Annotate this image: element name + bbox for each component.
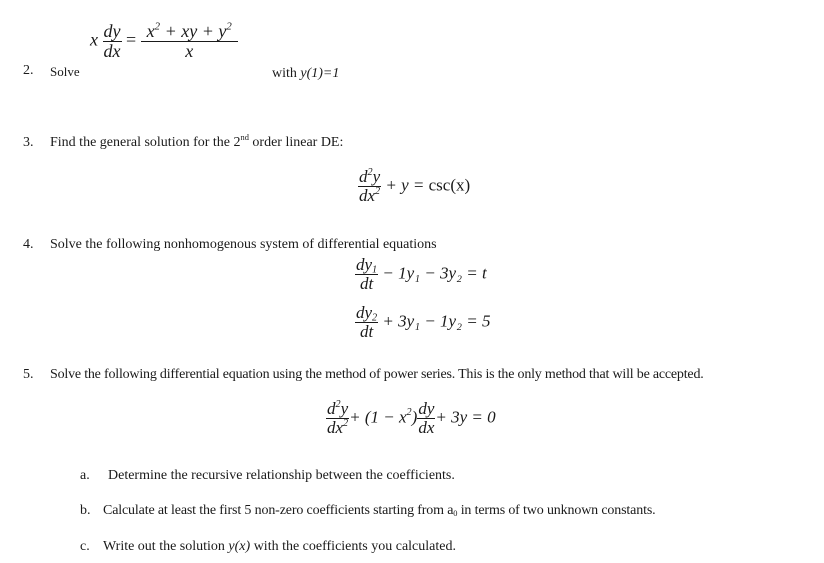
subpart-label: a. <box>80 468 90 483</box>
equation-3: $\frac{d^2y}{dx^2}$ + y = csc(x) <box>359 166 471 205</box>
problem-prompt: Find the general solution for the 2nd order linear DE: <box>50 133 344 150</box>
problem-prompt: Solve <box>50 64 80 79</box>
eq-equals: = <box>126 29 137 50</box>
fraction-d2y-dx2: $\frac{d^2y}{dx^2}$ <box>359 166 381 205</box>
subpart-text: Determine the recursive relationship between the coefficients. <box>108 468 455 483</box>
equation-4b: $\frac{dy_2}{dt}$ + 3y₁ − 1y₂ = 5 <box>356 303 491 341</box>
problem-number: 2. <box>23 63 34 78</box>
problem-prompt: Solve the following differential equation using the method of power series. This is the only method that will be accepted. <box>50 367 704 382</box>
fraction-dy-dx: $\frac{dy}{dx}$ <box>103 21 121 61</box>
problem-prompt: Solve the following nonhomogenous system of differential equations <box>50 237 437 252</box>
subpart-text: Write out the solution y(x) with the coefficients you calculated. <box>103 539 456 554</box>
subpart-label: c. <box>80 539 90 554</box>
subpart-label: b. <box>80 503 91 518</box>
problem-number: 4. <box>23 237 34 252</box>
equation-2 <box>90 22 238 61</box>
equation-5: $\frac{d^2y}{dx^2}$ + $(1 - x^2)$ $\frac{dy}{dx}$ + 3y = 0 <box>327 398 496 437</box>
equation-4a: $\frac{dy_1}{dt}$ − 1y₁ − 3y₂ = t <box>356 255 487 293</box>
eq-term: x <box>90 29 98 50</box>
fraction-rhs: $\frac{x^2 + xy + y^2}{x}$ <box>141 22 238 61</box>
problem-number: 5. <box>23 367 34 382</box>
initial-condition: with y(1)=1 <box>272 66 340 81</box>
subpart-text: Calculate at least the first 5 non-zero coefficients starting from $a_0$ in terms of two unknown constants. <box>103 503 656 519</box>
problem-number: 3. <box>23 135 34 150</box>
